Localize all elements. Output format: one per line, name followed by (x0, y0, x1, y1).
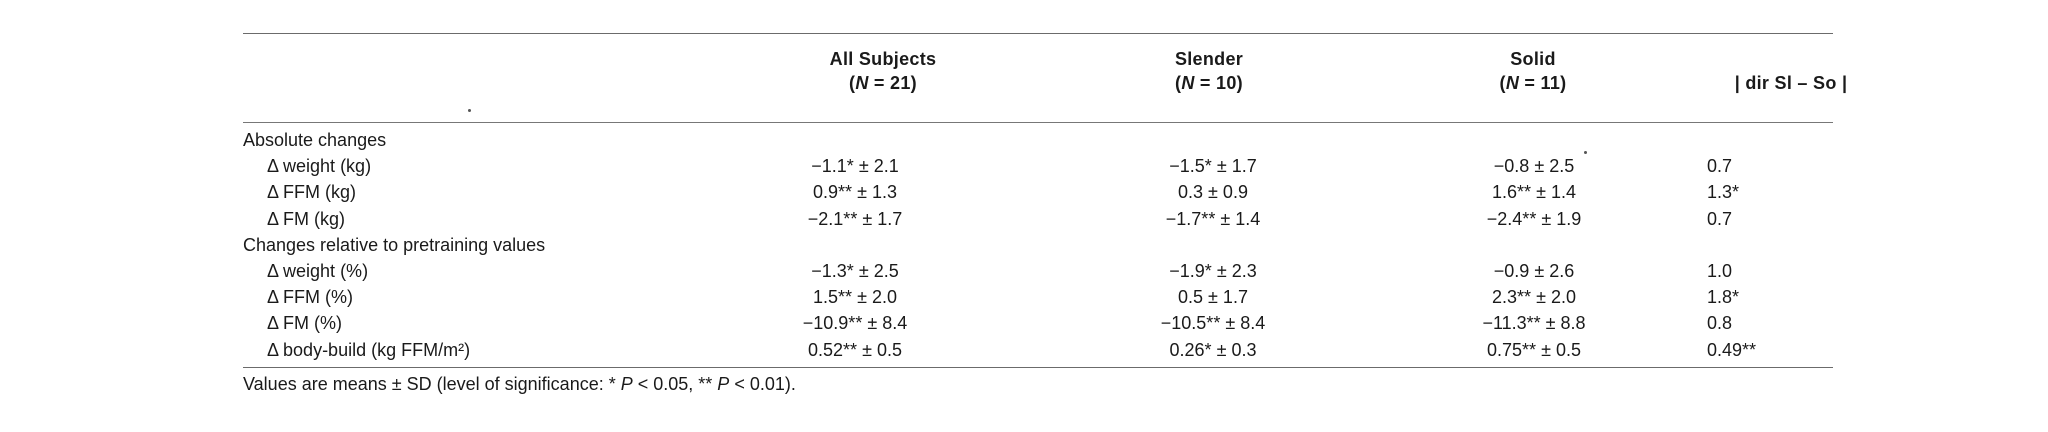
column-header-slender (1089, 47, 1329, 95)
row-label: Δ body-build (kg FFM/m²) (267, 339, 471, 360)
cell-solid: 0.75** ± 0.5 (1487, 339, 1581, 360)
column-header-all-subjects (763, 47, 1003, 95)
table-row (243, 337, 1833, 363)
table-row (243, 284, 1833, 310)
table-footnote: Values are means ± SD (level of significance: * P < 0.05, ** P < 0.01). (243, 374, 796, 394)
column-header-n: (N = 10) (1175, 73, 1243, 93)
table-row (243, 206, 1833, 232)
cell-slender: 0.3 ± 0.9 (1178, 182, 1248, 203)
scan-artifact-dot (468, 109, 471, 112)
table-body (243, 123, 1833, 367)
cell-solid: −2.4** ± 1.9 (1486, 208, 1582, 229)
row-label: Δ FM (%) (267, 313, 343, 334)
cell-slender: 0.5 ± 1.7 (1178, 287, 1248, 308)
column-header-title: | dir Sl – So | (1734, 73, 1848, 93)
row-label: Δ weight (%) (267, 260, 369, 281)
table-row (243, 310, 1833, 336)
table-bottom-rule (243, 367, 1833, 368)
cell-all: 0.9** ± 1.3 (813, 182, 897, 203)
cell-slender: −1.9* ± 2.3 (1169, 260, 1257, 281)
row-label: Δ FFM (kg) (267, 182, 357, 203)
column-header-n: (N = 11) (1499, 73, 1567, 93)
cell-dir: 0.7 (1707, 156, 1733, 177)
table-row (243, 153, 1833, 179)
column-header-solid (1413, 47, 1653, 95)
cell-all: 0.52** ± 0.5 (808, 339, 902, 360)
cell-all: −10.9** ± 8.4 (802, 313, 908, 334)
cell-dir: 0.7 (1707, 208, 1733, 229)
row-label: Δ FFM (%) (267, 287, 354, 308)
cell-dir: 0.49** (1707, 339, 1757, 360)
row-label: Δ weight (kg) (267, 156, 372, 177)
cell-solid: −11.3** ± 8.8 (1482, 313, 1586, 334)
column-header-title: Solid (1510, 49, 1556, 69)
cell-all: −1.1* ± 2.1 (811, 156, 899, 177)
cell-dir: 0.8 (1707, 313, 1733, 334)
section-heading: Absolute changes (243, 130, 387, 150)
cell-slender: −1.5* ± 1.7 (1169, 156, 1257, 177)
cell-solid: −0.8 ± 2.5 (1493, 156, 1575, 177)
column-header-n: (N = 21) (849, 73, 917, 93)
column-header-title: Slender (1174, 49, 1244, 69)
table-row (243, 258, 1833, 284)
row-label: Δ FM (kg) (267, 208, 346, 229)
cell-all: 1.5** ± 2.0 (813, 287, 897, 308)
column-header-difference (1671, 71, 1911, 95)
cell-slender: 0.26* ± 0.3 (1169, 339, 1257, 360)
cell-all: −1.3* ± 2.5 (811, 260, 899, 281)
cell-solid: 2.3** ± 2.0 (1492, 287, 1576, 308)
cell-dir: 1.8* (1707, 287, 1740, 308)
cell-solid: −0.9 ± 2.6 (1493, 260, 1575, 281)
cell-dir: 1.3* (1707, 182, 1740, 203)
cell-slender: −1.7** ± 1.4 (1165, 208, 1261, 229)
cell-slender: −10.5** ± 8.4 (1160, 313, 1266, 334)
column-header-title: All Subjects (829, 49, 937, 69)
table-header (243, 34, 1848, 122)
cell-dir: 1.0 (1707, 260, 1733, 281)
scan-artifact-dot (1584, 151, 1587, 154)
results-table (243, 33, 1848, 368)
table-row (243, 179, 1833, 205)
section-heading: Changes relative to pretraining values (243, 234, 546, 255)
cell-solid: 1.6** ± 1.4 (1492, 182, 1576, 203)
cell-all: −2.1** ± 1.7 (807, 208, 903, 229)
